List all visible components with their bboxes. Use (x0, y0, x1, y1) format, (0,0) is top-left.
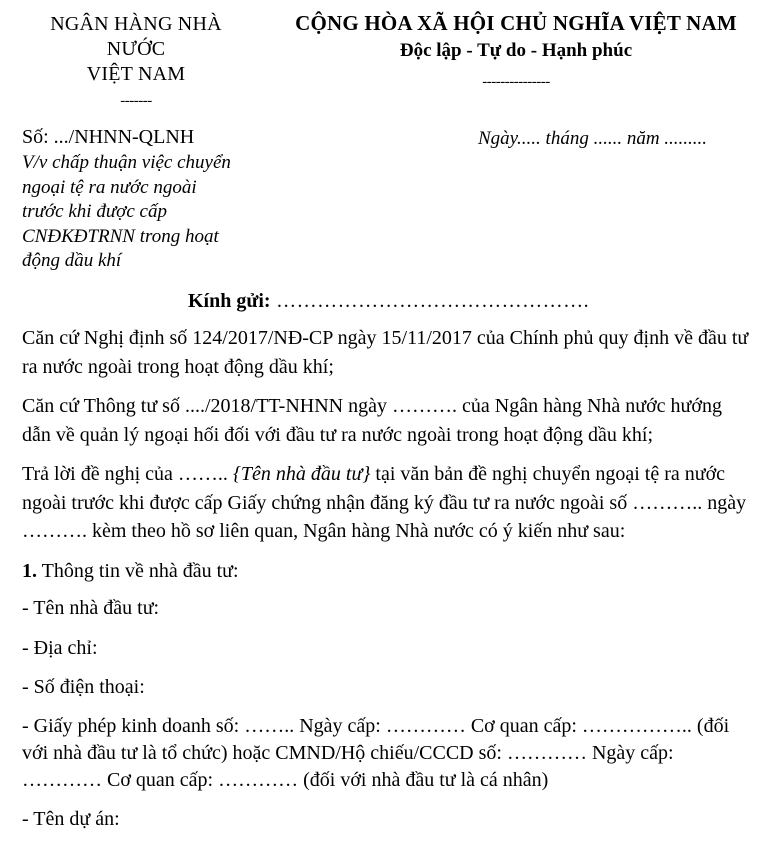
field-project-name: - Tên dự án: (22, 807, 120, 830)
document-meta-block (0, 124, 778, 274)
organization-separator: ------- (120, 93, 152, 109)
subject-line-1: V/v chấp thuận việc chuyển (22, 152, 231, 173)
organization-line-1: NGÂN HÀNG NHÀ (50, 13, 222, 35)
legal-basis-decree: Căn cứ Nghị định số 124/2017/NĐ-CP ngày 15/11/2017 của Chính phủ quy định về đầu tư ra nước ngoài trong hoạt động dầu khí; (22, 327, 749, 378)
document-number: Số: .../NHNN-QLNH (22, 126, 195, 148)
reply-text-part-1: Trả lời đề nghị của …….. (22, 463, 233, 485)
section-1-heading (22, 557, 752, 586)
investor-name-placeholder: {Tên nhà đầu tư} (232, 463, 371, 485)
field-address: - Địa chỉ: (22, 636, 98, 659)
national-motto: Độc lập - Tự do - Hạnh phúc (399, 40, 633, 61)
subject-line-3: trước khi được cấp (22, 201, 167, 222)
issuing-organization-block (16, 12, 256, 109)
field-investor-name: - Tên nhà đầu tư: (22, 597, 160, 619)
subject-line-4: CNĐKĐTRNN trong hoạt (22, 225, 219, 247)
national-title: CỘNG HÒA XÃ HỘI CHỦ NGHĨA VIỆT NAM (295, 11, 737, 35)
national-separator: --------------- (482, 74, 550, 90)
national-heading-block (270, 10, 762, 90)
subject-line-2: ngoại tệ ra nước ngoài (22, 176, 197, 198)
legal-basis-circular: Căn cứ Thông tư số ..../2018/TT-NHNN ngày ………. của Ngân hàng Nhà nước hướng dẫn về quản lý ngoại hối đối với đầu tư ra nước ngoài trong hoạt động dầu khí; (22, 395, 722, 446)
document-body (22, 324, 752, 844)
document-subject-block (22, 151, 312, 274)
section-1-title: Thông tin về nhà đầu tư: (37, 559, 239, 582)
recipient-blank-field: ………………………………………. (270, 290, 590, 312)
document-header (0, 0, 778, 112)
reply-text-part-2: tại văn bản đề nghị chuyển ngoại tệ ra nước ngoài trước khi được cấp Giấy chứng nhận đăng ký đầu tư ra nước ngoài số ……….. ngày ………. kèm theo hồ sơ liên quan, Ngân hàng Nhà nước có ý kiến như sau: (22, 463, 747, 542)
recipient-label: Kính gửi: (188, 290, 271, 312)
recipient-line (188, 288, 589, 314)
section-1-number: 1. (22, 559, 37, 582)
field-phone-number: - Số điện thoại: (22, 676, 145, 698)
organization-line-2: NƯỚC (106, 38, 166, 60)
reply-paragraph (22, 460, 752, 546)
subject-line-5: động dầu khí (22, 250, 122, 271)
field-business-license: - Giấy phép kinh doanh số: …….. Ngày cấp: ………… Cơ quan cấp: …………….. (đối với nhà đầu tư là tổ chức) hoặc CMND/Hộ chiếu/CCCD số: ………… Ngày cấp: ………… Cơ quan cấp: ………… (đối với nhà đầu tư là cá nhân) (22, 714, 730, 791)
organization-line-3: VIỆT NAM (86, 63, 186, 85)
document-date-field: Ngày..... tháng ...... năm ......... (478, 128, 708, 149)
